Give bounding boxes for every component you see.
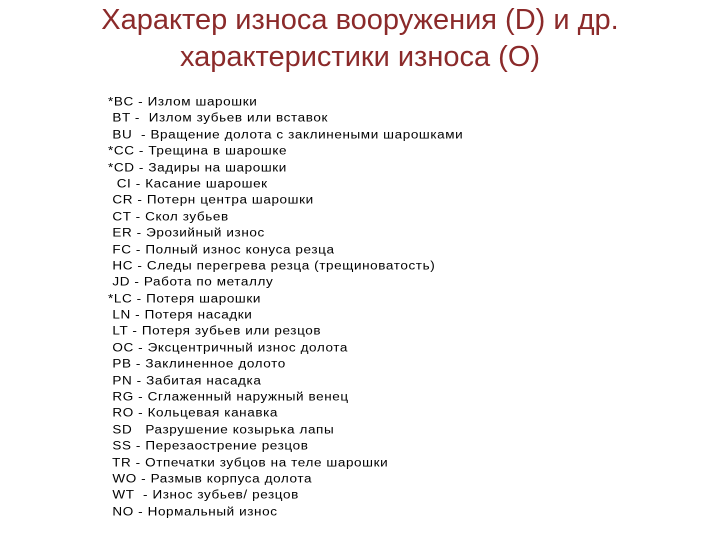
- slide-title: [0, 2, 720, 76]
- wear-code-item: ER - Эрозийный износ: [108, 225, 265, 240]
- wear-code-item: WO - Размыв корпуса долота: [108, 471, 313, 486]
- wear-code-item: CI - Касание шарошек: [108, 176, 268, 191]
- wear-code-item: WT - Износ зубьев/ резцов: [108, 488, 299, 502]
- wear-code-list: [108, 94, 463, 520]
- slide-title-line-2: характеристики износа (O): [179, 41, 541, 73]
- wear-code-item: PN - Забитая насадка: [108, 373, 262, 388]
- wear-code-item: SD Разрушение козырька лапы: [108, 422, 335, 437]
- wear-code-item: PB - Заклиненное долото: [108, 356, 286, 371]
- wear-code-item: *BC - Излом шарошки: [108, 94, 258, 109]
- wear-code-item: *CD - Задиры на шарошки: [108, 160, 287, 175]
- wear-code-item: CR - Потерн центра шарошки: [108, 192, 314, 207]
- wear-code-item: BU - Вращение долота с заклинеными шарошками: [108, 127, 464, 142]
- wear-code-item: NO - Нормальный износ: [108, 504, 278, 519]
- wear-code-item: BT - Излом зубьев или вставок: [108, 111, 329, 125]
- wear-code-item: SS - Перезаострение резцов: [108, 438, 309, 453]
- wear-code-item: LN - Потеря насадки: [108, 307, 253, 322]
- wear-code-item: JD - Работа по металлу: [108, 274, 274, 289]
- wear-code-item: HC - Следы перегрева резца (трещиноватость): [108, 258, 436, 273]
- wear-code-item: RG - Сглаженный наружный венец: [108, 389, 349, 404]
- wear-code-item: FC - Полный износ конуса резца: [108, 242, 335, 256]
- wear-code-item: OC - Эксцентричный износ долота: [108, 340, 349, 355]
- wear-code-item: TR - Отпечатки зубцов на теле шарошки: [108, 455, 389, 470]
- wear-code-item: RO - Кольцевая канавка: [108, 406, 279, 420]
- wear-code-item: LT - Потеря зубьев или резцов: [108, 324, 322, 338]
- wear-code-item: *CC - Трещина в шарошке: [108, 143, 288, 158]
- wear-code-item: CT - Скол зубьев: [108, 209, 229, 224]
- slide-title-line-1: Характер износа вооружения (D) и др.: [101, 4, 619, 36]
- wear-code-item: *LC - Потеря шарошки: [108, 291, 262, 306]
